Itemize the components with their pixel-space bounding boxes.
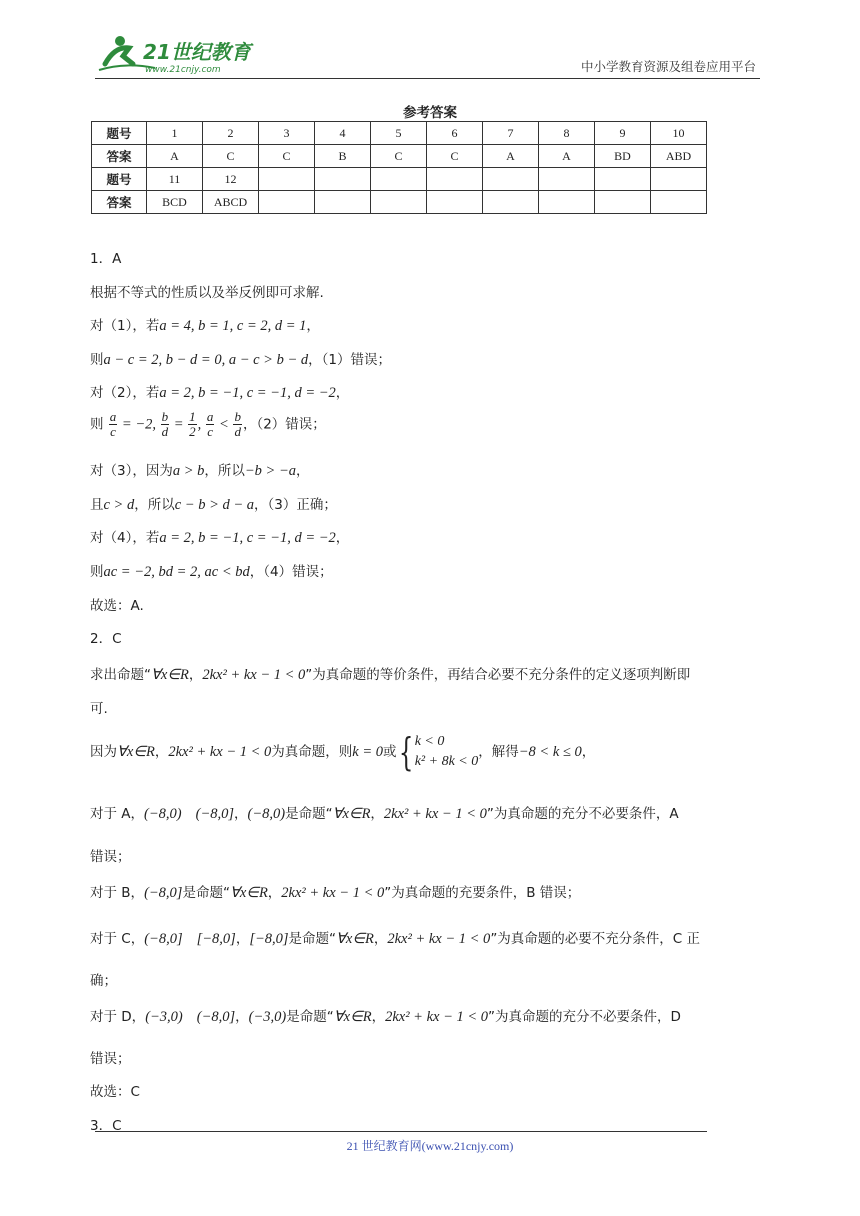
cell: ABD bbox=[651, 145, 707, 168]
fraction bbox=[161, 410, 170, 439]
brace-icon: { bbox=[398, 730, 413, 774]
text: 因为 bbox=[90, 744, 117, 760]
text: ，（3）正确； bbox=[254, 497, 337, 513]
text: ，解得 bbox=[478, 744, 519, 760]
denominator: d bbox=[161, 424, 169, 439]
cell: A bbox=[147, 145, 203, 168]
cell bbox=[427, 191, 483, 214]
math: ∀x∈R bbox=[333, 1009, 372, 1025]
math: 2kx² + kx − 1 < 0 bbox=[281, 885, 385, 901]
text: 对（4），若 bbox=[90, 530, 160, 546]
cell bbox=[595, 168, 651, 191]
cell bbox=[595, 191, 651, 214]
text: ”为真命题的必要不充分条件，C 正 bbox=[490, 931, 701, 947]
text: ， bbox=[335, 385, 350, 401]
text: ， bbox=[235, 1009, 249, 1025]
q2-text-cont: 可. bbox=[90, 701, 108, 717]
text: 对于 A， bbox=[90, 806, 145, 822]
cell: 3 bbox=[259, 122, 315, 145]
math: 2kx² + kx − 1 < 0 bbox=[202, 667, 306, 683]
text: 对于 C， bbox=[90, 931, 145, 947]
cell: 9 bbox=[595, 122, 651, 145]
text: ， bbox=[581, 744, 596, 760]
numerator: a bbox=[109, 409, 117, 424]
math: c > d bbox=[103, 497, 135, 513]
page-title: 参考答案 bbox=[403, 105, 457, 121]
text: ， bbox=[306, 318, 320, 334]
row-label: 答案 bbox=[92, 145, 147, 168]
math: < bbox=[215, 416, 233, 433]
q2-heading: 2．C bbox=[90, 631, 122, 647]
footer-link[interactable]: 21 世纪教育网(www.21cnjy.com) bbox=[346, 1139, 514, 1153]
math: = bbox=[170, 416, 188, 433]
text: ， bbox=[235, 931, 250, 947]
text: 求出命题“ bbox=[90, 667, 151, 683]
text: ， bbox=[234, 806, 248, 822]
logo-url: www.21cnjy.com bbox=[145, 65, 221, 75]
case-line: k < 0 bbox=[414, 734, 445, 749]
cell: C bbox=[371, 145, 427, 168]
cell bbox=[427, 168, 483, 191]
cell: C bbox=[203, 145, 259, 168]
text: ， bbox=[154, 744, 169, 760]
text: 是命题“ bbox=[288, 931, 337, 947]
text: ，（1）错误； bbox=[308, 352, 391, 368]
q2-option-c bbox=[90, 927, 700, 948]
math: [−8,0] bbox=[196, 931, 236, 947]
row-label: 题号 bbox=[92, 122, 147, 145]
logo-text: 21世纪教育 bbox=[143, 40, 251, 64]
cell bbox=[539, 168, 595, 191]
math: ∀x∈R bbox=[336, 931, 374, 947]
text: 则 bbox=[90, 416, 104, 433]
q1-case4-result bbox=[90, 560, 333, 581]
math: , bbox=[197, 416, 205, 433]
math: 2kx² + kx − 1 < 0 bbox=[387, 931, 491, 947]
q1-case3-result bbox=[90, 493, 337, 514]
math: a = 2, b = −1, c = −1, d = −2 bbox=[159, 530, 336, 546]
math: (−3,0) bbox=[248, 1009, 287, 1025]
cell: ABCD bbox=[203, 191, 259, 214]
table-row bbox=[92, 191, 707, 214]
footer-divider bbox=[95, 1131, 707, 1132]
q1-case1-result bbox=[90, 348, 391, 369]
cell bbox=[259, 191, 315, 214]
math: (−8,0] bbox=[196, 1009, 236, 1025]
cell: 4 bbox=[315, 122, 371, 145]
math: −b > −a bbox=[244, 463, 296, 479]
text: ， bbox=[267, 885, 282, 901]
case-line: k² + 8k < 0 bbox=[414, 754, 479, 769]
text: 且 bbox=[90, 497, 104, 513]
cell bbox=[315, 191, 371, 214]
text: ，所以 bbox=[134, 497, 175, 513]
text: 对于 B， bbox=[90, 885, 145, 901]
cell: A bbox=[539, 145, 595, 168]
q1-text: 根据不等式的性质以及举反例即可求解. bbox=[90, 285, 324, 301]
fraction bbox=[233, 410, 242, 439]
text: ”为真命题的充分不必要条件，A bbox=[486, 806, 679, 822]
header-platform-text: 中小学教育资源及组卷应用平台 bbox=[580, 59, 756, 74]
text: ”为真命题的充要条件，B 错误； bbox=[384, 885, 581, 901]
math: a = 4, b = 1, c = 2, d = 1 bbox=[159, 318, 307, 334]
text: 是命题“ bbox=[285, 806, 333, 822]
cell bbox=[483, 168, 539, 191]
denominator: 2 bbox=[189, 424, 196, 439]
cell: 7 bbox=[483, 122, 539, 145]
text: ， bbox=[296, 463, 310, 479]
math: ∀x∈R bbox=[229, 885, 268, 901]
text: 为真命题，则 bbox=[271, 744, 353, 760]
text: ， bbox=[188, 667, 203, 683]
text: ， bbox=[371, 1009, 386, 1025]
q1-case1 bbox=[90, 314, 320, 335]
numerator: 1 bbox=[189, 409, 196, 424]
math: 2kx² + kx − 1 < 0 bbox=[383, 806, 487, 822]
cell: C bbox=[259, 145, 315, 168]
text: 对（2），若 bbox=[90, 385, 160, 401]
q1-conclusion: 故选：A. bbox=[90, 598, 144, 614]
cell: BCD bbox=[147, 191, 203, 214]
math: (−8,0] bbox=[144, 885, 183, 901]
q2-option-d-cont: 错误； bbox=[90, 1051, 131, 1067]
text: 则 bbox=[90, 352, 104, 368]
cell bbox=[483, 191, 539, 214]
cell: 6 bbox=[427, 122, 483, 145]
cell: A bbox=[483, 145, 539, 168]
cell bbox=[371, 168, 427, 191]
page-header bbox=[95, 34, 760, 79]
math: (−8,0) bbox=[144, 806, 182, 822]
cell: 11 bbox=[147, 168, 203, 191]
cell bbox=[371, 191, 427, 214]
q2-option-b bbox=[90, 881, 580, 902]
text: 是命题“ bbox=[286, 1009, 334, 1025]
math: [−8,0] bbox=[249, 931, 289, 947]
fraction bbox=[109, 410, 118, 439]
math: ∀x∈R bbox=[117, 744, 155, 760]
math: ∀x∈R bbox=[151, 667, 189, 683]
q2-derivation bbox=[90, 732, 595, 772]
math: = −2, bbox=[118, 416, 160, 433]
math: ac = −2, bd = 2, ac < bd bbox=[103, 564, 250, 580]
math: (−8,0) bbox=[247, 806, 286, 822]
text: ”为真命题的等价条件，再结合必要不充分条件的定义逐项判断即 bbox=[305, 667, 691, 683]
text: 对（3），因为 bbox=[90, 463, 173, 479]
math: (−8,0] bbox=[195, 806, 234, 822]
math: a > b bbox=[172, 463, 205, 479]
denominator: d bbox=[234, 424, 241, 439]
math: a − c = 2, b − d = 0, a − c > b − d bbox=[103, 352, 309, 368]
fraction bbox=[188, 410, 197, 439]
q2-option-c-cont: 确； bbox=[90, 973, 117, 989]
cell: 1 bbox=[147, 122, 203, 145]
text: 或 bbox=[383, 744, 397, 760]
q2-text bbox=[90, 663, 690, 684]
cell bbox=[539, 191, 595, 214]
numerator: a bbox=[206, 409, 214, 424]
cell: BD bbox=[595, 145, 651, 168]
q1-heading: 1．A bbox=[90, 251, 122, 267]
cell: 12 bbox=[203, 168, 259, 191]
text: 是命题“ bbox=[182, 885, 230, 901]
q2-option-a-cont: 错误； bbox=[90, 849, 131, 865]
case-system bbox=[415, 732, 479, 772]
table-row bbox=[92, 145, 707, 168]
cell bbox=[651, 168, 707, 191]
logo-icon bbox=[95, 34, 255, 76]
q1-case4 bbox=[90, 526, 349, 547]
table-row bbox=[92, 168, 707, 191]
math: 2kx² + kx − 1 < 0 bbox=[385, 1009, 489, 1025]
cell: B bbox=[315, 145, 371, 168]
text: 对（1），若 bbox=[90, 318, 160, 334]
q2-conclusion: 故选：C bbox=[90, 1084, 140, 1100]
row-label: 答案 bbox=[92, 191, 147, 214]
math: −8 < k ≤ 0 bbox=[518, 744, 582, 760]
numerator: b bbox=[161, 409, 169, 424]
cell: 5 bbox=[371, 122, 427, 145]
cell: C bbox=[427, 145, 483, 168]
cell: 2 bbox=[203, 122, 259, 145]
q1-case2-result bbox=[90, 410, 326, 439]
math: c − b > d − a bbox=[174, 497, 255, 513]
numerator: b bbox=[234, 409, 241, 424]
q2-option-a bbox=[90, 802, 679, 823]
math: a = 2, b = −1, c = −1, d = −2 bbox=[159, 385, 336, 401]
math: (−8,0] bbox=[144, 931, 183, 947]
answer-table bbox=[91, 121, 707, 214]
table-row bbox=[92, 122, 707, 145]
text: 则 bbox=[90, 564, 104, 580]
text: ”为真命题的充分不必要条件，D bbox=[488, 1009, 681, 1025]
text: ， bbox=[335, 530, 350, 546]
text: ， bbox=[373, 931, 388, 947]
q1-case3 bbox=[90, 459, 310, 480]
text: 对于 D， bbox=[90, 1009, 146, 1025]
q3-heading: 3．C bbox=[90, 1118, 122, 1134]
denominator: c bbox=[110, 424, 116, 439]
cell: 10 bbox=[651, 122, 707, 145]
q2-option-d bbox=[90, 1005, 681, 1026]
text: ，（4）错误； bbox=[249, 564, 333, 580]
fraction bbox=[206, 410, 215, 439]
text: ，（2）错误； bbox=[242, 416, 326, 433]
cell: 8 bbox=[539, 122, 595, 145]
math: (−3,0) bbox=[145, 1009, 183, 1025]
q1-case2 bbox=[90, 381, 349, 402]
math: 2kx² + kx − 1 < 0 bbox=[168, 744, 272, 760]
text: ， bbox=[370, 806, 384, 822]
row-label: 题号 bbox=[92, 168, 147, 191]
math: k = 0 bbox=[352, 744, 384, 760]
cell bbox=[259, 168, 315, 191]
cell bbox=[651, 191, 707, 214]
text: ，所以 bbox=[204, 463, 245, 479]
cell bbox=[315, 168, 371, 191]
denominator: c bbox=[207, 424, 214, 439]
math: ∀x∈R bbox=[332, 806, 371, 822]
